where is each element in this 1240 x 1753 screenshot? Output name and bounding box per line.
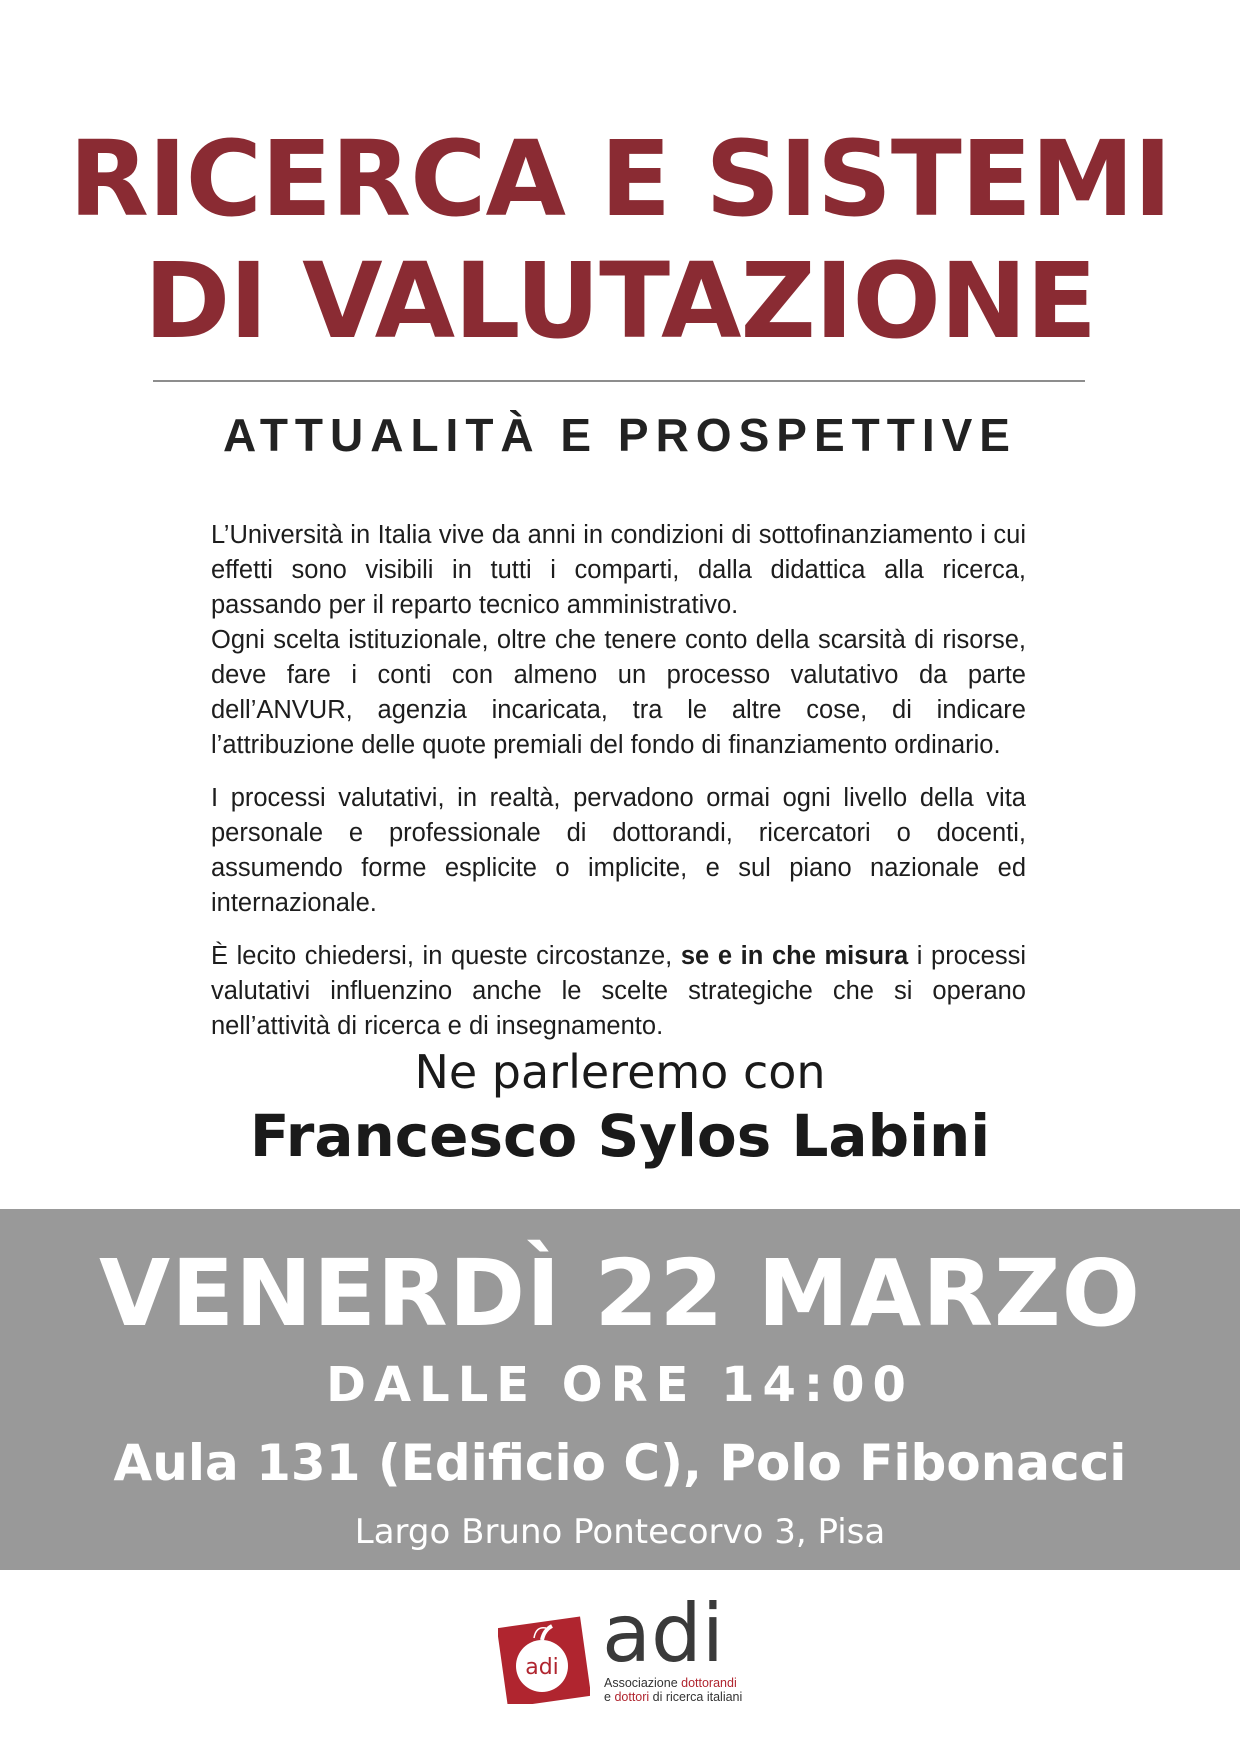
event-venue: Aula 131 (Edificio C), Polo Fibonacci	[113, 1434, 1127, 1492]
event-date: VENERDÌ 22 MARZO	[99, 1240, 1141, 1347]
paragraph-4-end: i processi valutativi influenzino anche le scelte strategiche che si operano nell’attività di ricerca e di insegnamento.	[211, 942, 1027, 1040]
paragraph-2: Ogni scelta istituzionale, oltre che tenere conto della scarsità di risorse, deve fare i conti con almeno un processo valutativo da parte dell’ANVUR, agenzia incaricata, tra le altre cose, di indicare l’attribuzione delle quote premiali del fondo di finanziamento ordinario.	[211, 626, 1026, 759]
apple-icon	[498, 1612, 590, 1704]
paragraph-1: L’Università in Italia vive da anni in condizioni di sottofinanziamento i cui effetti sono visibili in tutti i comparti, dalla didattica alla ricerca, passando per il reparto tecnico amministrativo.	[211, 521, 1026, 619]
speaker-intro: Ne parleremo con	[414, 1045, 826, 1099]
paragraph-4-start: È lecito chiedersi, in queste circostanze,	[211, 942, 681, 970]
poster-title-line-2: DI VALUTAZIONE	[143, 240, 1097, 362]
speaker-name: Francesco Sylos Labini	[249, 1102, 991, 1170]
logo-wordmark: adi	[602, 1587, 725, 1680]
logo-tagline-1b: dottorandi	[681, 1676, 737, 1690]
event-time: DALLE ORE 14:00	[326, 1357, 914, 1413]
poster-subtitle: ATTUALITÀ E PROSPETTIVE	[223, 409, 1017, 461]
paragraph-3: I processi valutativi, in realtà, pervadono ormai ogni livello della vita personale e professionale di dottorandi, ricercatori o docenti, assumendo forme esplicite o implicite, e sul piano nazionale ed internazionale.	[211, 784, 1026, 917]
logo-tagline-2c: di ricerca italiani	[649, 1690, 743, 1704]
event-band	[0, 1209, 1240, 1570]
logo-tagline-line-2	[604, 1690, 764, 1704]
title-divider	[153, 380, 1085, 382]
logo-tagline-1a: Associazione	[604, 1676, 682, 1690]
poster-title	[0, 118, 1240, 362]
logo-tagline-2b: dottori	[614, 1690, 650, 1704]
logo-tagline	[604, 1676, 764, 1704]
logo-tagline-2a: e	[604, 1690, 615, 1704]
poster-title-line-1: RICERCA E SISTEMI	[68, 118, 1172, 240]
logo-tagline-line-1	[604, 1676, 764, 1690]
paragraph-4-emphasis: se e in che misura	[680, 942, 909, 970]
event-address: Largo Bruno Pontecorvo 3, Pisa	[354, 1512, 886, 1552]
adi-logo	[498, 1587, 748, 1710]
paragraph-4	[211, 939, 1026, 1044]
logo-mark-text: adi	[525, 1655, 559, 1680]
body-text	[211, 518, 1026, 1062]
